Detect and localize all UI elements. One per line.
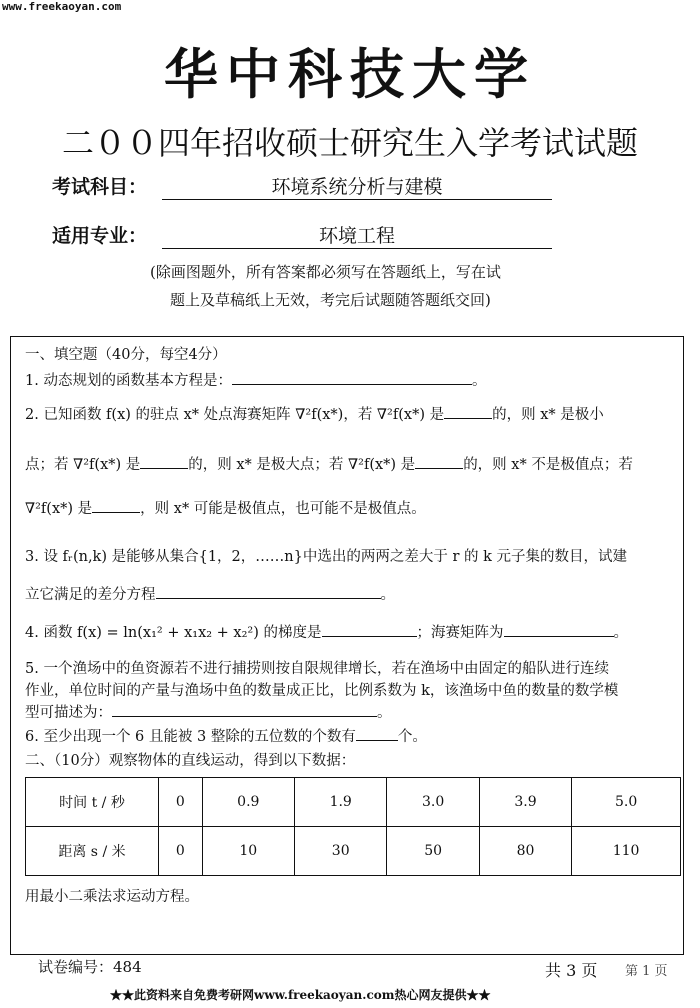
cell: 0	[159, 827, 203, 876]
current-page: 第 1 页	[625, 964, 668, 979]
q5-text: 型可描述为：	[25, 705, 112, 721]
cell: 110	[572, 827, 681, 876]
table-row	[26, 778, 681, 827]
q2-text: 的，则 x* 不是极值点；若	[463, 457, 633, 473]
question-2-end	[25, 497, 426, 518]
questions-box	[10, 336, 684, 955]
subject-label: 考试科目：	[52, 176, 148, 198]
q1-text: 1. 动态规划的函数基本方程是：	[25, 373, 232, 389]
question-1: 1. 动态规划的函数基本方程是： 。	[25, 373, 487, 389]
question-3: 3. 设 fᵣ(n,k) 是能够从集合{1，2，……n}中选出的两两之差大于 r 的 k 元子集的数目，试建	[25, 549, 628, 565]
instructions-note	[150, 258, 501, 314]
table-row	[26, 827, 681, 876]
question-5: 5. 一个渔场中的鱼资源若不进行捕捞则按自限规律增长，若在渔场中由固定的船队进行连续	[25, 661, 609, 677]
q2-text: ，则 x* 可能是极值点，也可能不是极值点。	[140, 501, 426, 517]
cell: 3.0	[387, 778, 479, 827]
q2-text: 点；若 ∇²f(x*) 是	[25, 457, 141, 473]
instruction: 用最小二乘法求运动方程。	[25, 889, 199, 905]
question-2	[25, 403, 604, 424]
question-5-end: 型可描述为： 。	[25, 705, 392, 721]
cell: 5.0	[572, 778, 681, 827]
cell: 1.9	[295, 778, 387, 827]
q3-text: 立它满足的差分方程	[25, 587, 156, 603]
q4-text: 4. 函数 f(x) = ln(x₁² + x₁x₂ + x₂²) 的梯度是	[25, 625, 322, 641]
q6-text: 6. 至少出现一个 6 且能被 3 整除的五位数的个数有	[25, 729, 356, 745]
q2-text: 的，则 x* 是极大点；若 ∇²f(x*) 是	[188, 457, 416, 473]
note-line: 题上及草稿纸上无效，考完后试题随答题纸交回)	[170, 291, 491, 309]
cell: 80	[479, 827, 571, 876]
q2-text: 2. 已知函数 f(x) 的驻点 x* 处点海赛矩阵 ∇²f(x*)，若 ∇²f(x*) 是	[25, 407, 445, 423]
major-value: 环境工程	[162, 221, 552, 249]
cell: 3.9	[479, 778, 571, 827]
cell: 0	[159, 778, 203, 827]
cell: 50	[387, 827, 479, 876]
question-5-cont: 作业，单位时间的产量与渔场中鱼的数量成正比，比例系数为 k，该渔场中鱼的数量的数学模	[25, 683, 619, 699]
footer-source: ★★此资料来自免费考研网www.freekaoyan.com热心网友提供★★	[110, 988, 491, 1002]
university-name: 华中科技大学	[164, 42, 536, 106]
q4-text: ；海赛矩阵为	[416, 625, 504, 641]
question-2-cont	[25, 453, 633, 474]
row-header: 距离 s / 米	[26, 827, 159, 876]
question-3-cont: 立它满足的差分方程 。	[25, 587, 395, 603]
question-6	[25, 725, 427, 746]
cell: 10	[202, 827, 294, 876]
q2-text: 的，则 x* 是极小	[492, 407, 604, 423]
major-label: 适用专业：	[52, 225, 148, 247]
subject-value: 环境系统分析与建模	[162, 172, 552, 200]
cell: 30	[295, 827, 387, 876]
note-line: (除画图题外，所有答案都必须写在答题纸上，写在试	[150, 263, 501, 281]
section-1-heading: 一、填空题（40分，每空4分）	[25, 347, 227, 363]
motion-data-table	[25, 777, 681, 876]
question-4: 4. 函数 f(x) = ln(x₁² + x₁x₂ + x₂²) 的梯度是 ；海赛矩阵为 。	[25, 625, 628, 641]
q6-text: 个。	[397, 729, 427, 745]
row-header: 时间 t / 秒	[26, 778, 159, 827]
total-pages: 共 3 页	[545, 961, 598, 980]
watermark-url: www.freekaoyan.com	[2, 0, 122, 13]
paper-code: 试卷编号：484	[38, 958, 142, 976]
section-2-heading: 二、（10分）观察物体的直线运动，得到以下数据：	[25, 753, 356, 769]
cell: 0.9	[202, 778, 294, 827]
exam-title: 二００四年招收硕士研究生入学考试试题	[61, 124, 638, 162]
q2-text: ∇²f(x*) 是	[25, 501, 93, 517]
